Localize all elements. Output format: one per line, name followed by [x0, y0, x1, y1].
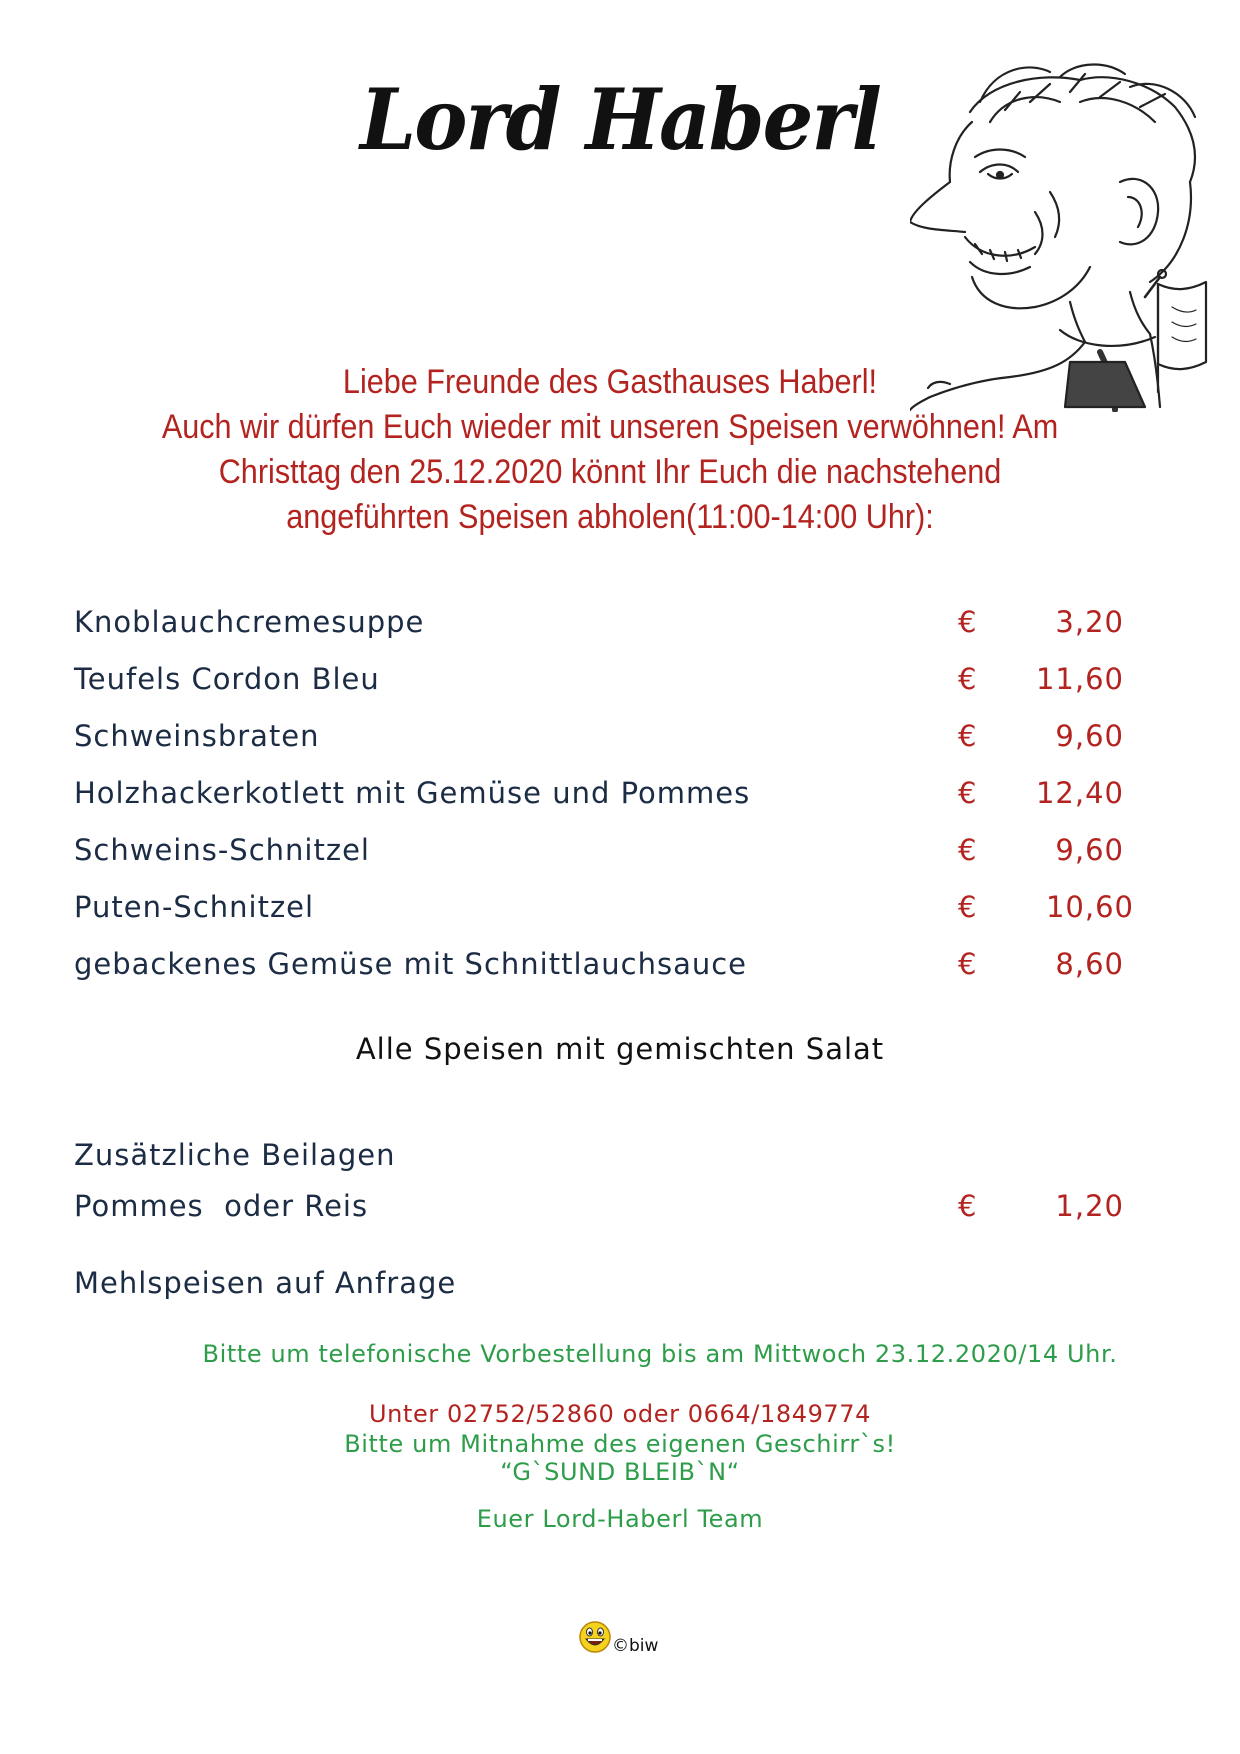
smiley-icon: [578, 1620, 612, 1654]
restaurant-logo: Lord Haberl: [360, 70, 881, 169]
menu-item: [74, 605, 1124, 645]
menu-item: [74, 719, 1124, 759]
intro-line: Christtag den 25.12.2020 könnt Ihr Euch die nachstehend: [218, 453, 1002, 491]
side-item-price: 1,20: [1055, 1189, 1124, 1223]
menu-item-price: 9,60: [1055, 833, 1124, 867]
currency-symbol: €: [958, 1189, 978, 1223]
menu-item-name: Schweins-Schnitzel: [74, 833, 370, 867]
menu-item: [74, 776, 1124, 816]
menu-item-price: 3,20: [1055, 605, 1124, 639]
side-item-name: Pommes oder Reis: [74, 1189, 369, 1223]
intro-line: Liebe Freunde des Gasthauses Haberl!: [342, 363, 878, 401]
menu-item-name: Knoblauchcremesuppe: [74, 605, 425, 639]
currency-symbol: €: [958, 833, 978, 867]
preorder-note: Bitte um telefonische Vorbestellung bis am Mittwoch 23.12.2020/14 Uhr.: [202, 1340, 1118, 1368]
desserts-note: Mehlspeisen auf Anfrage: [74, 1266, 457, 1300]
menu-item: [74, 662, 1124, 702]
menu-item-name: gebackenes Gemüse mit Schnittlauchsauce: [74, 947, 748, 981]
menu-item-price: 10,60: [1045, 890, 1134, 924]
currency-symbol: €: [958, 662, 978, 696]
intro-line: Auch wir dürfen Euch wieder mit unseren Speisen verwöhnen! Am: [161, 408, 1059, 446]
copyright-text: ©biw: [612, 1636, 659, 1656]
intro-text: [60, 360, 1160, 540]
menu-item-price: 8,60: [1055, 947, 1124, 981]
menu-item-name: Puten-Schnitzel: [74, 890, 315, 924]
menu-item-name: Schweinsbraten: [74, 719, 320, 753]
phone-numbers: Unter 02752/52860 oder 0664/1849774: [368, 1400, 872, 1428]
menu-item: [74, 890, 1134, 930]
menu-item-name: Holzhackerkotlett mit Gemüse und Pommes: [74, 776, 751, 810]
signature: Euer Lord-Haberl Team: [476, 1505, 764, 1533]
motto: “G`SUND BLEIB`N“: [500, 1458, 740, 1486]
currency-symbol: €: [958, 605, 978, 639]
menu-item-price: 11,60: [1035, 662, 1124, 696]
currency-symbol: €: [958, 776, 978, 810]
currency-symbol: €: [958, 719, 978, 753]
menu-item: [74, 833, 1124, 873]
menu-item-name: Teufels Cordon Bleu: [74, 662, 380, 696]
currency-symbol: €: [958, 890, 978, 924]
dishes-note: Bitte um Mitnahme des eigenen Geschirr`s!: [344, 1430, 896, 1458]
menu-item-price: 9,60: [1055, 719, 1124, 753]
currency-symbol: €: [958, 947, 978, 981]
intro-line: angeführten Speisen abholen(11:00-14:00 Uhr):: [286, 498, 934, 536]
salad-note: Alle Speisen mit gemischten Salat: [355, 1032, 885, 1066]
menu-item-price: 12,40: [1035, 776, 1124, 810]
sides-heading: Zusätzliche Beilagen: [74, 1138, 396, 1172]
side-item: [74, 1189, 1124, 1229]
menu-item: [74, 947, 1124, 987]
